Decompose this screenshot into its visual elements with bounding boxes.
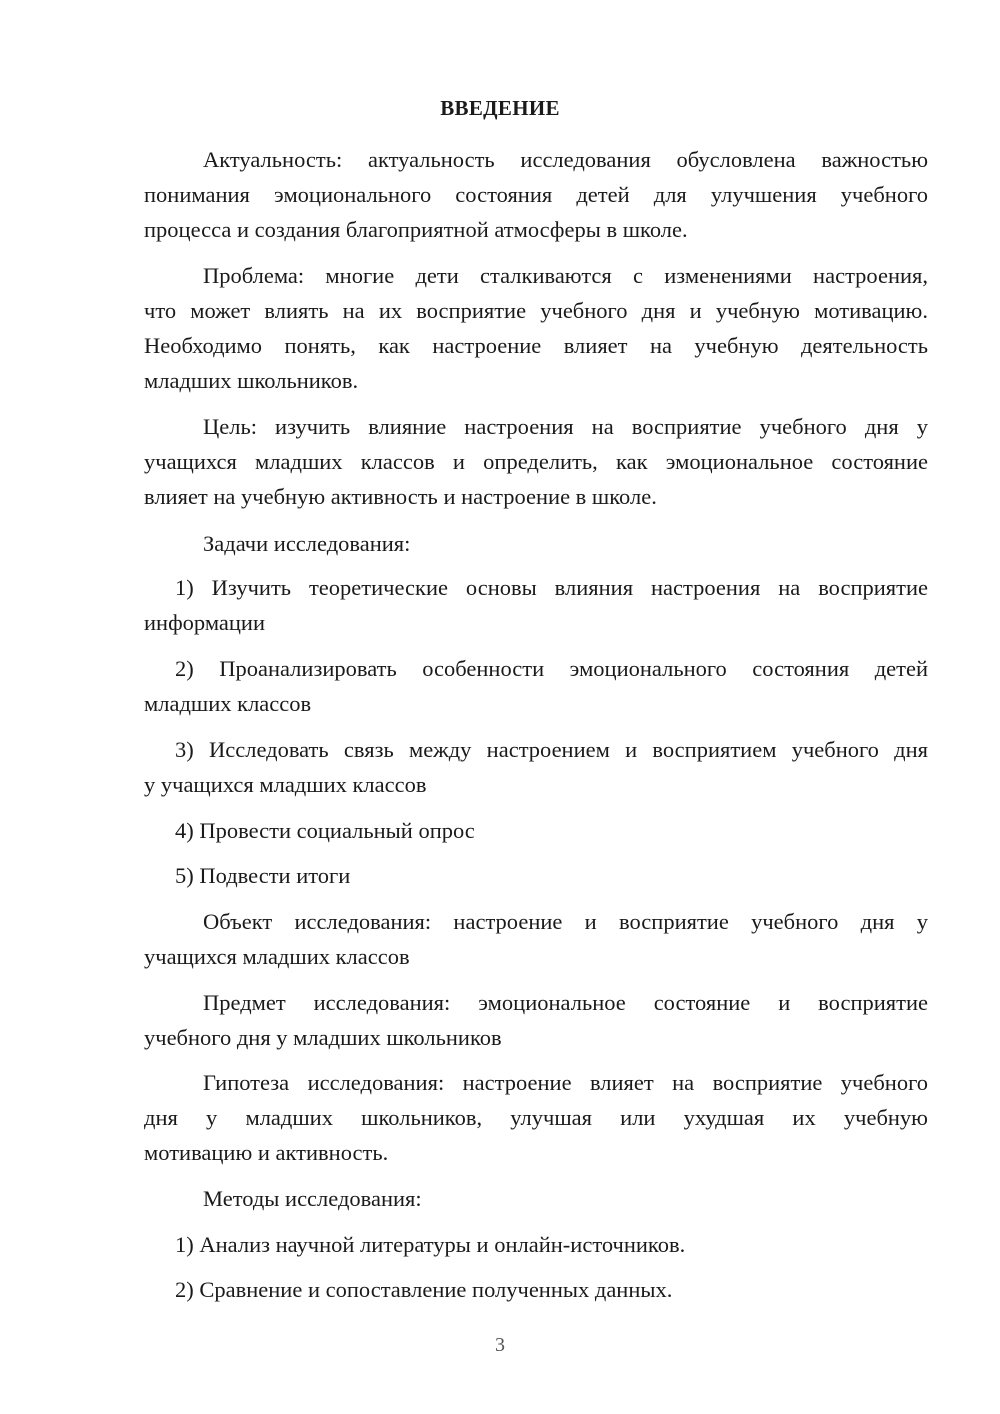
problem-line-1: Проблема: многие дети сталкиваются с изменениями настроения, (203, 263, 928, 288)
relevance-line-1: Актуальность: актуальность исследования обусловлена важностью (203, 147, 928, 172)
task-3-line-2: у учащихся младших классов (144, 772, 427, 797)
task-4: 4) Провести социальный опрос (175, 818, 475, 843)
subject-line-2: учебного дня у младших школьников (144, 1025, 502, 1050)
relevance-line-3: процесса и создания благоприятной атмосферы в школе. (144, 217, 688, 242)
problem-line-4: младших школьников. (144, 368, 359, 393)
task-1-line-1: 1) Изучить теоретические основы влияния настроения на восприятие (175, 575, 928, 600)
tasks-heading: Задачи исследования: (203, 531, 411, 556)
page-number: 3 (495, 1334, 505, 1356)
goal-line-3: влияет на учебную активность и настроение в школе. (144, 484, 657, 509)
method-2: 2) Сравнение и сопоставление полученных данных. (175, 1277, 673, 1302)
problem-line-2: что может влиять на их восприятие учебного дня и учебную мотивацию. (144, 298, 928, 323)
section-heading: ВВЕДЕНИЕ (440, 96, 560, 120)
task-2-line-1: 2) Проанализировать особенности эмоционального состояния детей (175, 656, 928, 681)
goal-line-1: Цель: изучить влияние настроения на восприятие учебного дня у (203, 414, 928, 439)
problem-line-3: Необходимо понять, как настроение влияет на учебную деятельность (144, 333, 928, 358)
hypothesis-line-3: мотивацию и активность. (144, 1140, 389, 1165)
task-3-line-1: 3) Исследовать связь между настроением и восприятием учебного дня (175, 737, 928, 762)
goal-line-2: учащихся младших классов и определить, как эмоциональное состояние (144, 449, 928, 474)
object-line-2: учащихся младших классов (144, 944, 410, 969)
task-1-line-2: информации (144, 610, 266, 635)
method-1: 1) Анализ научной литературы и онлайн-источников. (175, 1232, 686, 1257)
hypothesis-line-1: Гипотеза исследования: настроение влияет на восприятие учебного (203, 1070, 928, 1095)
subject-line-1: Предмет исследования: эмоциональное состояние и восприятие (203, 990, 928, 1015)
object-line-1: Объект исследования: настроение и восприятие учебного дня у (203, 909, 928, 934)
hypothesis-line-2: дня у младших школьников, улучшая или ухудшая их учебную (144, 1105, 928, 1130)
relevance-line-2: понимания эмоционального состояния детей для улучшения учебного (144, 182, 928, 207)
methods-heading: Методы исследования: (203, 1186, 422, 1211)
task-5: 5) Подвести итоги (175, 863, 351, 888)
task-2-line-2: младших классов (144, 691, 312, 716)
